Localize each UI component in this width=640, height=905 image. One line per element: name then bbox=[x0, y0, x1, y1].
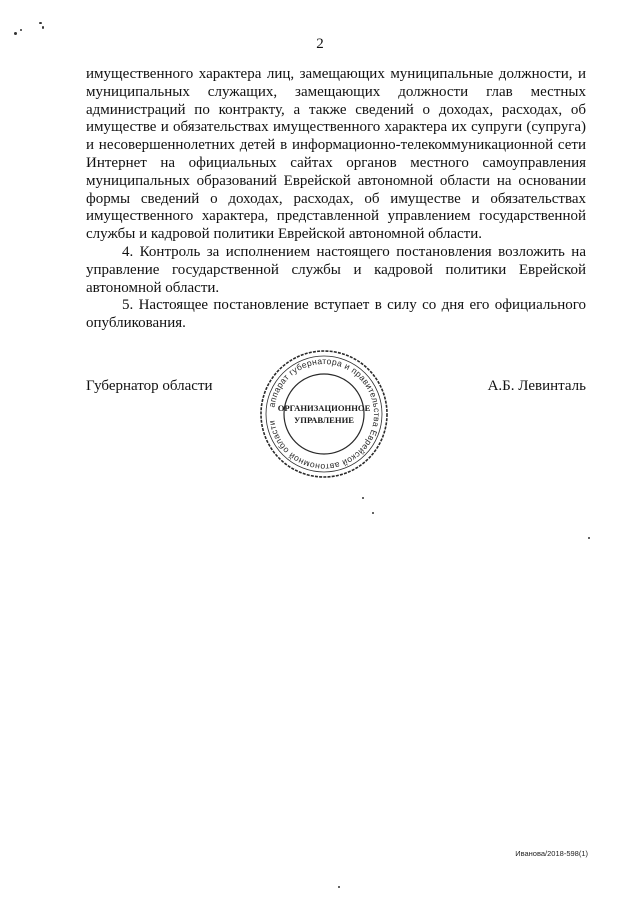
scan-speck bbox=[362, 497, 364, 499]
scan-speck bbox=[338, 886, 340, 888]
paragraph-continuation: имущественного характера лиц, замещающих муниципальные должности, и муниципальных служащих, замещающих должности глав местных администраций по контракту, а также сведений о доходах, расходах, об имуществе и обязательствах имущественного характера их супруги (супруга) и несовершеннолетних детей в информационно-телекоммуникационной сети Интернет на официальных сайтах органов местного самоуправления муниципальных образований Еврейской автономной области на основании формы сведений о доходах, расходах, об имуществе и обязательствах имущественного характера, представленной управлением государственной службы и кадровой политики Еврейской автономной области. bbox=[86, 66, 586, 243]
signer-name: А.Б. Левинталь bbox=[487, 378, 586, 394]
paragraph-item-5: 5. Настоящее постановление вступает в силу со дня его официального опубликования. bbox=[86, 297, 586, 332]
page-number: 2 bbox=[316, 36, 324, 52]
official-seal bbox=[256, 346, 392, 482]
document-body bbox=[86, 66, 586, 333]
footer-document-code: Иванова/2018-598(1) bbox=[515, 849, 588, 858]
scan-speck bbox=[588, 537, 590, 539]
signer-position: Губернатор области bbox=[86, 378, 213, 394]
scan-speck bbox=[42, 26, 44, 29]
seal-center-line-1: ОРГАНИЗАЦИОННОЕ bbox=[277, 403, 371, 413]
scan-speck bbox=[20, 29, 22, 31]
scan-speck bbox=[372, 512, 374, 514]
seal-ring-text: аппарат губернатора и правительства Еврейской автономной области bbox=[266, 355, 383, 473]
seal-center-line-2: УПРАВЛЕНИЕ bbox=[294, 415, 354, 425]
scan-speck bbox=[14, 32, 17, 35]
paragraph-item-4: 4. Контроль за исполнением настоящего постановления возложить на управление государственной службы и кадровой политики Еврейской автономной области. bbox=[86, 243, 586, 296]
scan-speck bbox=[39, 22, 42, 24]
